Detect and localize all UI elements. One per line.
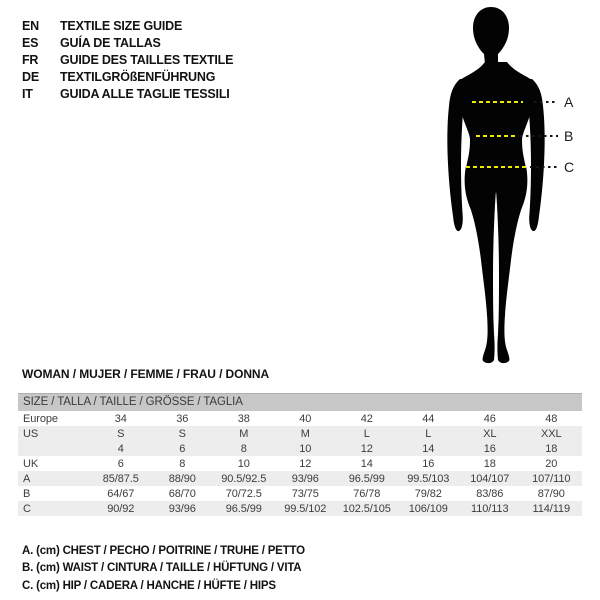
table-cell: 18 <box>483 457 496 470</box>
table-cell: 85/87.5 <box>102 472 139 485</box>
guide-title: GUÍA DE TALLAS <box>60 35 161 50</box>
guide-title: GUIDA ALLE TAGLIE TESSILI <box>60 86 230 101</box>
table-cell: 44 <box>422 412 435 425</box>
table-cell: L <box>425 427 432 440</box>
table-row <box>18 441 582 456</box>
table-cell: 107/110 <box>532 472 571 485</box>
language-code: ES <box>22 35 39 50</box>
language-title-list <box>22 17 233 102</box>
language-code: IT <box>22 86 33 101</box>
table-cell: 79/82 <box>414 487 442 500</box>
table-cell: 90/92 <box>107 502 135 515</box>
table-row <box>18 486 582 501</box>
table-row <box>18 426 582 441</box>
table-cell: 6 <box>179 442 186 455</box>
table-cell: 110/113 <box>471 502 509 515</box>
language-code: DE <box>22 69 39 84</box>
table-cell: 36 <box>176 412 189 425</box>
table-cell: 73/75 <box>291 487 319 500</box>
table-row <box>18 456 582 471</box>
table-cell: 102.5/105 <box>342 502 391 515</box>
measurement-legend <box>22 542 305 595</box>
table-cell: 40 <box>299 412 312 425</box>
table-cell: 64/67 <box>107 487 135 500</box>
guide-title: GUIDE DES TAILLES TEXTILE <box>60 52 234 67</box>
table-cell: XL <box>483 427 497 440</box>
table-row-label: C <box>23 502 31 515</box>
language-title-line <box>22 85 233 102</box>
size-table-header: SIZE / TALLA / TAILLE / GRÖSSE / TAGLIA <box>18 393 582 411</box>
table-cell: 42 <box>360 412 373 425</box>
table-cell: 83/86 <box>476 487 504 500</box>
table-cell: L <box>363 427 370 440</box>
table-cell: 8 <box>240 442 247 455</box>
table-cell: 46 <box>483 412 496 425</box>
table-cell: 12 <box>360 442 373 455</box>
language-title-line <box>22 34 233 51</box>
language-title-line <box>22 51 233 68</box>
legend-line: C. (cm) HIP / CADERA / HANCHE / HÜFTE / HIPS <box>22 579 276 592</box>
legend-line: B. (cm) WAIST / CINTURA / TAILLE / HÜFTUNG / VITA <box>22 562 302 575</box>
guide-title: TEXTILE SIZE GUIDE <box>60 18 183 33</box>
table-cell: 104/107 <box>470 472 510 485</box>
table-cell: 18 <box>545 442 558 455</box>
table-cell: XXL <box>541 427 562 440</box>
table-cell: 99.5/102 <box>284 502 327 515</box>
table-cell: M <box>239 427 249 440</box>
language-code: FR <box>22 52 39 67</box>
table-cell: 106/109 <box>408 502 448 515</box>
table-cell: 34 <box>114 412 127 425</box>
guide-title: TEXTILGRÖßENFÜHRUNG <box>60 69 216 84</box>
table-group-title: WOMAN / MUJER / FEMME / FRAU / DONNA <box>22 367 270 381</box>
table-cell: 20 <box>545 457 558 470</box>
table-cell: 114/119 <box>532 502 570 515</box>
table-cell: 10 <box>299 442 312 455</box>
table-cell: 68/70 <box>168 487 196 500</box>
table-row-label: Europe <box>23 412 58 425</box>
table-row-label: UK <box>23 457 39 470</box>
table-cell: 93/96 <box>168 502 196 515</box>
marker-label-c: C <box>564 159 575 175</box>
table-cell: 10 <box>237 457 250 470</box>
table-cell: 12 <box>299 457 312 470</box>
legend-line: A. (cm) CHEST / PECHO / POITRINE / TRUHE / PETTO <box>22 544 305 557</box>
table-cell: 96.5/99 <box>225 502 262 515</box>
table-cell: 76/78 <box>353 487 381 500</box>
table-cell: 14 <box>360 457 373 470</box>
language-title-line <box>22 17 233 34</box>
size-table <box>18 393 582 516</box>
table-cell: 38 <box>237 412 250 425</box>
table-cell: 4 <box>117 442 124 455</box>
table-cell: S <box>178 427 186 440</box>
table-row <box>18 471 582 486</box>
table-row-label: B <box>23 487 31 500</box>
size-table-grid <box>18 411 582 516</box>
table-cell: 96.5/99 <box>348 472 385 485</box>
table-cell: 90.5/92.5 <box>221 472 267 485</box>
table-cell: 6 <box>117 457 124 470</box>
language-code: EN <box>22 18 39 33</box>
table-cell: 8 <box>179 457 186 470</box>
woman-silhouette-icon <box>430 0 600 380</box>
table-cell: 48 <box>545 412 558 425</box>
table-row <box>18 501 582 516</box>
table-row-label: A <box>23 472 31 485</box>
language-title-line <box>22 68 233 85</box>
table-row <box>18 411 582 426</box>
marker-label-a: A <box>564 94 574 110</box>
table-cell: 16 <box>483 442 496 455</box>
table-cell: S <box>117 427 125 440</box>
table-row-label <box>18 441 90 456</box>
table-cell: 16 <box>422 457 435 470</box>
table-cell: 88/90 <box>168 472 196 485</box>
table-row-label: US <box>23 427 39 440</box>
table-cell: M <box>300 427 310 440</box>
silhouette-body-shape <box>447 7 544 363</box>
table-cell: 93/96 <box>291 472 319 485</box>
woman-silhouette-figure <box>430 0 600 380</box>
table-cell: 87/90 <box>537 487 565 500</box>
table-cell: 14 <box>422 442 435 455</box>
table-cell: 70/72.5 <box>225 487 262 500</box>
table-cell: 99.5/103 <box>407 472 450 485</box>
marker-label-b: B <box>564 128 574 144</box>
